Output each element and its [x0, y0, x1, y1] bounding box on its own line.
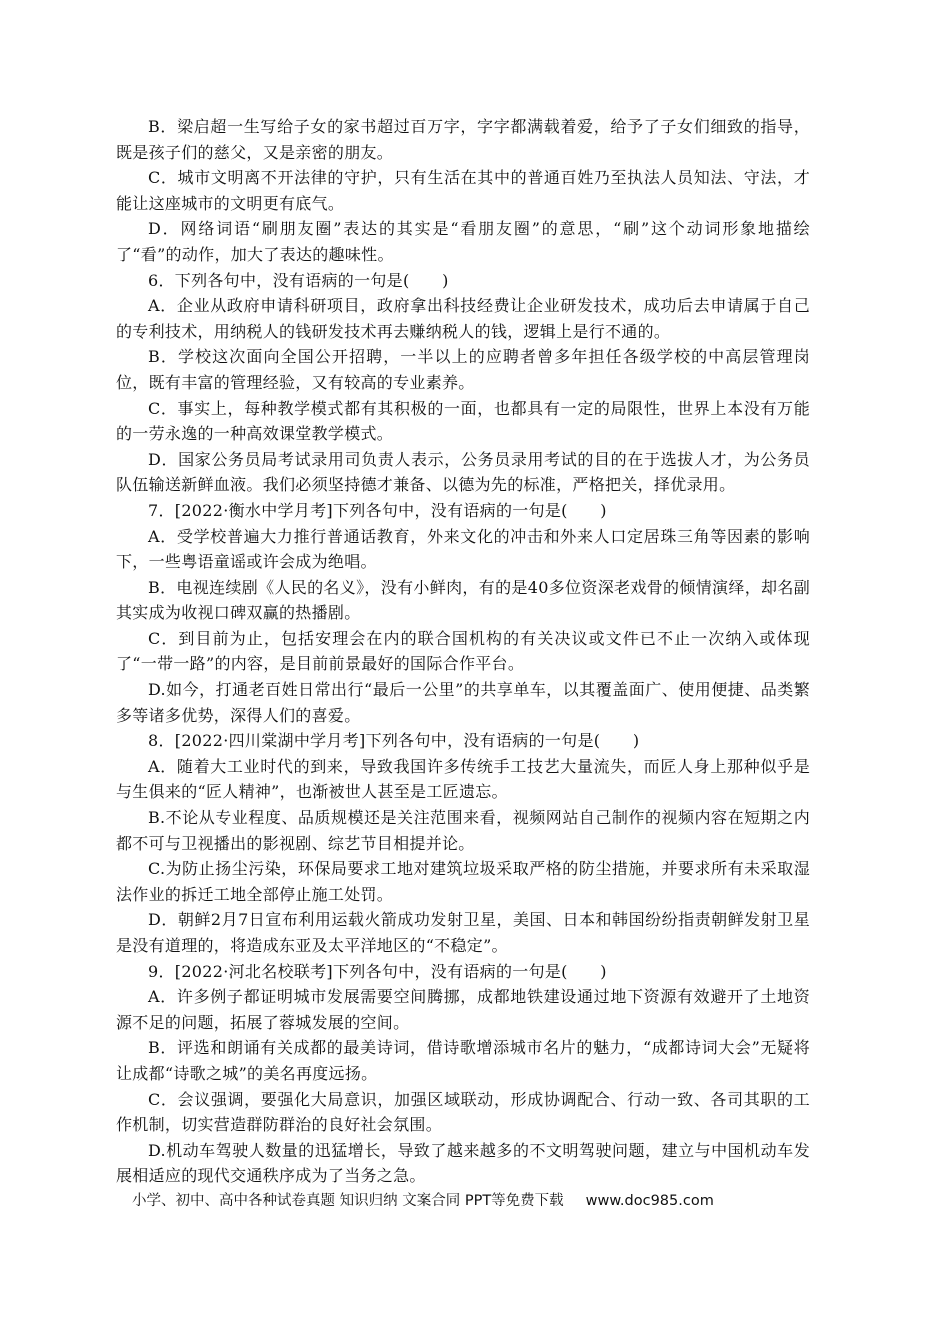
option-9a: A．许多例子都证明城市发展需要空间腾挪，成都地铁建设通过地下资源有效避开了土地资源不足的问题，拓展了蓉城发展的空间。 [116, 987, 810, 1032]
option-6a: A．企业从政府申请科研项目，政府拿出科技经费让企业研发技术，成功后去申请属于自己的专利技术，用纳税人的钱研发技术再去赚纳税人的钱，逻辑上是行不通的。 [116, 296, 810, 341]
option-8d: D．朝鲜2月7日宣布利用运载火箭成功发射卫星，美国、日本和韩国纷纷指责朝鲜发射卫星是没有道理的，将造成东亚及太平洋地区的“不稳定”。 [116, 910, 810, 955]
option-8b: B.不论从专业程度、品质规模还是关注范围来看，视频网站自己制作的视频内容在短期之内都不可与卫视播出的影视剧、综艺节目相提并论。 [116, 808, 810, 853]
document-body [116, 114, 810, 1189]
option-6b: B．学校这次面向全国公开招聘，一半以上的应聘者曾多年担任各级学校的中高层管理岗位，既有丰富的管理经验，又有较高的专业素养。 [116, 347, 810, 392]
option-7c: C．到目前为止，包括安理会在内的联合国机构的有关决议或文件已不止一次纳入或体现了“一带一路”的内容，是目前前景最好的国际合作平台。 [116, 628, 810, 674]
option-8c: C.为防止扬尘污染，环保局要求工地对建筑垃圾采取严格的防尘措施，并要求所有未采取湿法作业的拆迁工地全部停止施工处罚。 [116, 859, 810, 904]
page-footer [132, 1189, 812, 1210]
footer-site-link[interactable]: www.doc985.com [585, 1193, 714, 1209]
option-9c: C．会议强调，要强化大局意识，加强区域联动，形成协调配合、行动一致、各司其职的工作机制，切实营造群防群治的良好社会氛围。 [116, 1089, 810, 1135]
option-5d: D．网络词语“刷朋友圈”表达的其实是“看朋友圈”的意思，“刷”这个动词形象地描绘了“看”的动作，加大了表达的趣味性。 [116, 219, 810, 264]
question-7: 7．[2022·衡水中学月考]下列各句中，没有语病的一句是( ) [148, 500, 607, 520]
option-9b: B．评选和朗诵有关成都的最美诗词，借诗歌增添城市名片的魅力，“成都诗词大会”无疑将让成都“诗歌之城”的美名再度远扬。 [116, 1038, 810, 1083]
option-6c: C．事实上，每种教学模式都有其积极的一面，也都具有一定的局限性，世界上本没有万能的一劳永逸的一种高效课堂教学模式。 [116, 398, 810, 444]
option-8a: A．随着大工业时代的到来，导致我国许多传统手工技艺大量流失，而匠人身上那种似乎是与生俱来的“匠人精神”，也渐被世人甚至是工匠遗忘。 [116, 756, 810, 802]
option-9d: D.机动车驾驶人数量的迅猛增长，导致了越来越多的不文明驾驶问题，建立与中国机动车发展相适应的现代交通秩序成为了当务之急。 [116, 1140, 810, 1186]
question-9: 9．[2022·河北名校联考]下列各句中，没有语病的一句是( ) [148, 961, 607, 981]
question-8: 8．[2022·四川棠湖中学月考]下列各句中，没有语病的一句是( ) [148, 731, 640, 751]
option-7a: A．受学校普遍大力推行普通话教育，外来文化的冲击和外来人口定居珠三角等因素的影响下，一些粤语童谣或许会成为绝唱。 [116, 526, 810, 572]
question-6: 6．下列各句中，没有语病的一句是( ) [148, 270, 449, 290]
option-5b: B．梁启超一生写给子女的家书超过百万字，字字都满载着爱，给予了子女们细致的指导，既是孩子们的慈父，又是亲密的朋友。 [116, 117, 810, 162]
option-7b: B．电视连续剧《人民的名义》，没有小鲜肉，有的是40多位资深老戏骨的倾情演绎，却名副其实成为收视口碑双赢的热播剧。 [116, 577, 810, 623]
option-7d: D.如今，打通老百姓日常出行“最后一公里”的共享单车，以其覆盖面广、使用便捷、品类繁多等诸多优势，深得人们的喜爱。 [116, 680, 810, 725]
option-5c: C．城市文明离不开法律的守护，只有生活在其中的普通百姓乃至执法人员知法、守法，才能让这座城市的文明更有底气。 [116, 168, 810, 213]
footer-text: 小学、初中、高中各种试卷真题 知识归纳 文案合同 PPT等免费下载 [132, 1193, 564, 1209]
option-6d: D．国家公务员局考试录用司负责人表示，公务员录用考试的目的在于选拔人才，为公务员队伍输送新鲜血液。我们必须坚持德才兼备、以德为先的标准，严格把关，择优录用。 [116, 449, 810, 495]
